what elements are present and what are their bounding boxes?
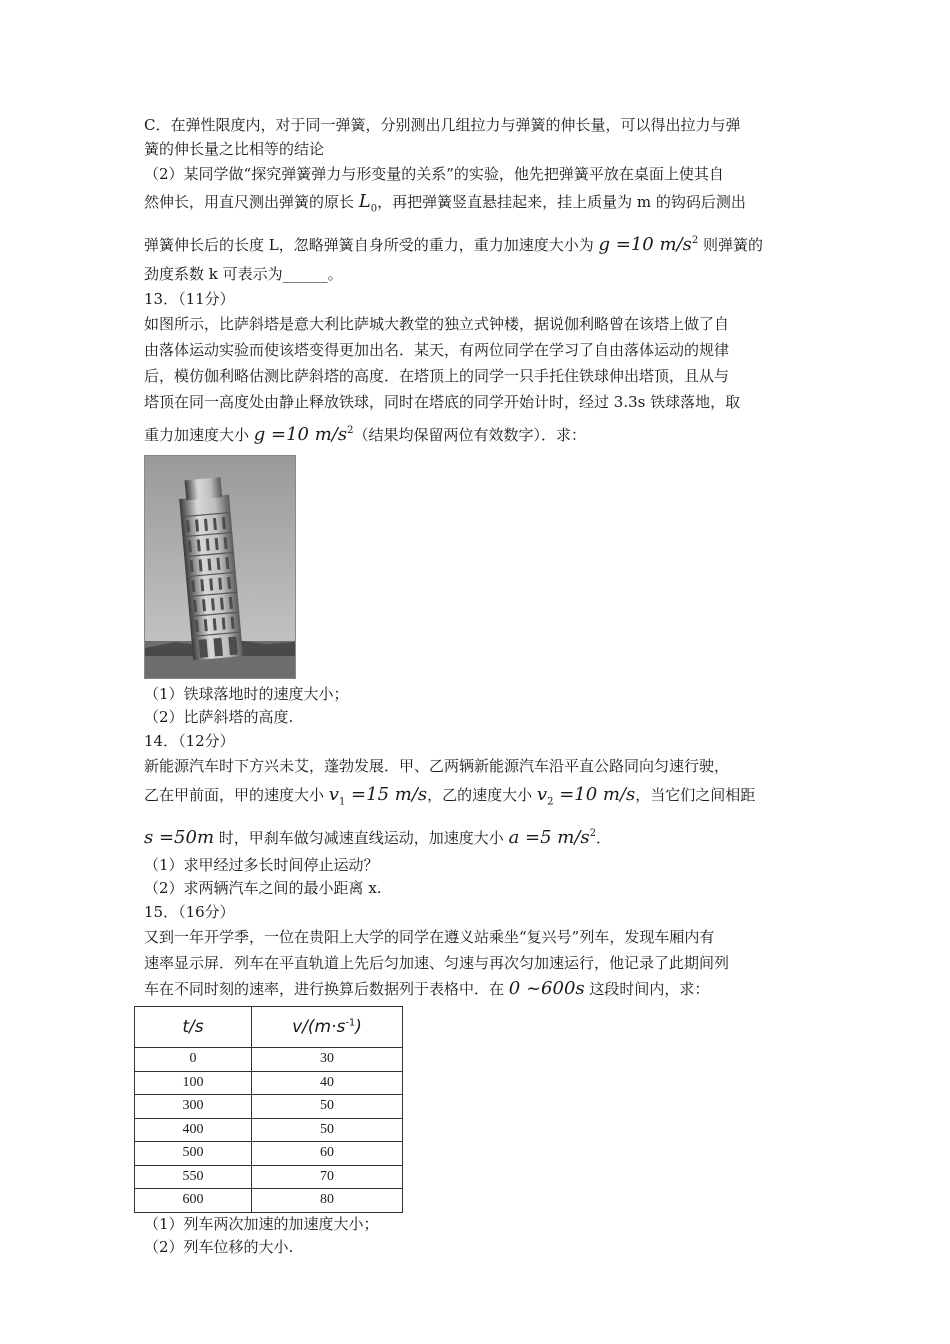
q15-line2: 速率显示屏．列车在平直轨道上先后匀加速、匀速与再次匀加速运行，他记录了此期间列 bbox=[144, 954, 730, 973]
q14-header: 14．（12分） bbox=[144, 731, 235, 750]
q12-part2-text-b: ，再把弹簧竖直悬挂起来，挂上质量为 m 的钩码后测出 bbox=[377, 193, 746, 211]
q12-answer-blank: ______ bbox=[282, 264, 328, 283]
q12-option-c-line1: C．在弹性限度内，对于同一弹簧，分别测出几组拉力与弹簧的伸长量，可以得出拉力与弹 bbox=[144, 116, 741, 134]
table-header-row bbox=[135, 1007, 403, 1048]
q12-part2-text-a: 然伸长，用直尺测出弹簧的原长 bbox=[144, 193, 359, 211]
table-row bbox=[135, 1118, 403, 1142]
speed-cell: 40 bbox=[252, 1071, 403, 1095]
q13-line5-text-b: （结果均保留两位有效数字）．求： bbox=[353, 425, 586, 444]
time-cell: 600 bbox=[135, 1189, 252, 1213]
time-cell: 0 bbox=[135, 1048, 252, 1072]
q15-sub2: （2）列车位移的大小. bbox=[144, 1237, 294, 1256]
q14-a-expr: a =5 $m/s^2$ bbox=[508, 827, 597, 849]
q12-part2-line1: （2）某同学做“探究弹簧弹力与形变量的关系”的实验，他先把弹簧平放在桌面上使其自 bbox=[144, 165, 724, 183]
speed-cell: 50 bbox=[252, 1095, 403, 1119]
q15-line1: 又到一年开学季，一位在贵阳上大学的同学在遵义站乘坐“复兴号”列车，发现车厢内有 bbox=[144, 928, 715, 947]
speed-cell: 60 bbox=[252, 1142, 403, 1166]
q14-line3-text-b: ． bbox=[596, 829, 612, 848]
q12-part2-text-c: 弹簧伸长后的长度 L，忽略弹簧自身所受的重力，重力加速度大小为 bbox=[144, 235, 599, 254]
q12-L0-symbol: $L_0$ bbox=[358, 191, 378, 215]
q13-line4: 塔顶在同一高度处由静止释放铁球，同时在塔底的同学开始计时，经过 3.3s 铁球落地，取 bbox=[144, 392, 741, 411]
q12-gravity-expr: g =10 $m/s^2$ bbox=[598, 233, 699, 255]
q14-v2-expr: $v_2 =10$ m/s bbox=[536, 783, 636, 808]
q14-line2-text-b: ，乙的速度大小 bbox=[427, 785, 537, 804]
leaning-tower-photo bbox=[144, 455, 296, 679]
q13-header: 13．（11分） bbox=[144, 289, 235, 308]
time-column-header: t/s bbox=[135, 1007, 252, 1048]
q12-part2-line3 bbox=[144, 225, 812, 261]
speed-cell: 80 bbox=[252, 1189, 403, 1213]
q12-part2-line4 bbox=[144, 261, 812, 287]
q14-line3-text-a: 时，甲刹车做匀减速直线运动，加速度大小 bbox=[214, 829, 509, 848]
table-row bbox=[135, 1142, 403, 1166]
q15-header: 15．（16分） bbox=[144, 903, 235, 922]
q12-option-c-line2: 簧的伸长量之比相等的结论 bbox=[144, 140, 325, 158]
table-row bbox=[135, 1165, 403, 1189]
time-cell: 500 bbox=[135, 1142, 252, 1166]
q13-gravity-expr: g =10 $m/s^2$ bbox=[253, 423, 354, 445]
table-row bbox=[135, 1048, 403, 1072]
table-row bbox=[135, 1071, 403, 1095]
leaning-tower-illustration bbox=[145, 456, 295, 678]
q15-line3 bbox=[144, 976, 812, 1002]
time-cell: 400 bbox=[135, 1118, 252, 1142]
q13-line2: 由落体运动实验而使该塔变得更加出名．某天，有两位同学在学习了自由落体运动的规律 bbox=[144, 340, 730, 359]
q15-line3-text-a: 车在不同时刻的速率，进行换算后数据列于表格中．在 bbox=[144, 980, 509, 999]
speed-cell: 30 bbox=[252, 1048, 403, 1072]
time-cell: 550 bbox=[135, 1165, 252, 1189]
q14-sub1: （1）求甲经过多长时间停止运动？ bbox=[144, 856, 379, 875]
table-row bbox=[135, 1189, 403, 1213]
q14-line1: 新能源汽车时下方兴未艾，蓬勃发展．甲、乙两辆新能源汽车沿平直公路同向匀速行驶， bbox=[144, 756, 730, 775]
speed-column-header: $v/(m\cdot s^{-1})$ bbox=[252, 1007, 403, 1048]
speed-cell: 50 bbox=[252, 1118, 403, 1142]
q12-part2-text-d: 则弹簧的 bbox=[698, 235, 763, 254]
q12-part2-text-e: 劲度系数 k 可表示为 bbox=[144, 264, 283, 283]
q15-sub1: （1）列车两次加速的加速度大小； bbox=[144, 1214, 379, 1233]
time-cell: 100 bbox=[135, 1071, 252, 1095]
q14-line2-text-c: ，当它们之间相距 bbox=[635, 785, 756, 804]
q13-line5 bbox=[144, 415, 812, 451]
q13-sub1: （1）铁球落地时的速度大小； bbox=[144, 684, 349, 703]
q13-line5-text-a: 重力加速度大小 bbox=[144, 425, 254, 444]
q13-line3: 后，模仿伽利略估测比萨斜塔的高度．在塔顶上的同学一只手托住铁球伸出塔顶，且从与 bbox=[144, 366, 730, 385]
q15-range-expr: 0 ~600s bbox=[508, 978, 585, 1000]
q14-sub2: （2）求两辆汽车之间的最小距离 x. bbox=[144, 879, 382, 898]
q13-sub2: （2）比萨斜塔的高度. bbox=[144, 707, 294, 726]
q14-s-expr: s =50m bbox=[144, 827, 215, 849]
q14-v1-expr: $v_1 =15$ m/s bbox=[328, 783, 428, 808]
q14-line3 bbox=[144, 818, 812, 854]
time-cell: 300 bbox=[135, 1095, 252, 1119]
q12-part2-line2 bbox=[144, 187, 812, 225]
q14-line2-text-a: 乙在甲前面，甲的速度大小 bbox=[144, 785, 329, 804]
document-page bbox=[144, 112, 812, 1259]
q14-line2 bbox=[144, 779, 812, 819]
q15-line3-text-b: 这段时间内，求： bbox=[584, 980, 710, 999]
q13-line1: 如图所示，比萨斜塔是意大利比萨城大教堂的独立式钟楼，据说伽利略曾在该塔上做了自 bbox=[144, 314, 730, 333]
speed-cell: 70 bbox=[252, 1165, 403, 1189]
q12-period: 。 bbox=[327, 264, 343, 283]
table-row bbox=[135, 1095, 403, 1119]
speed-time-table bbox=[134, 1006, 403, 1213]
